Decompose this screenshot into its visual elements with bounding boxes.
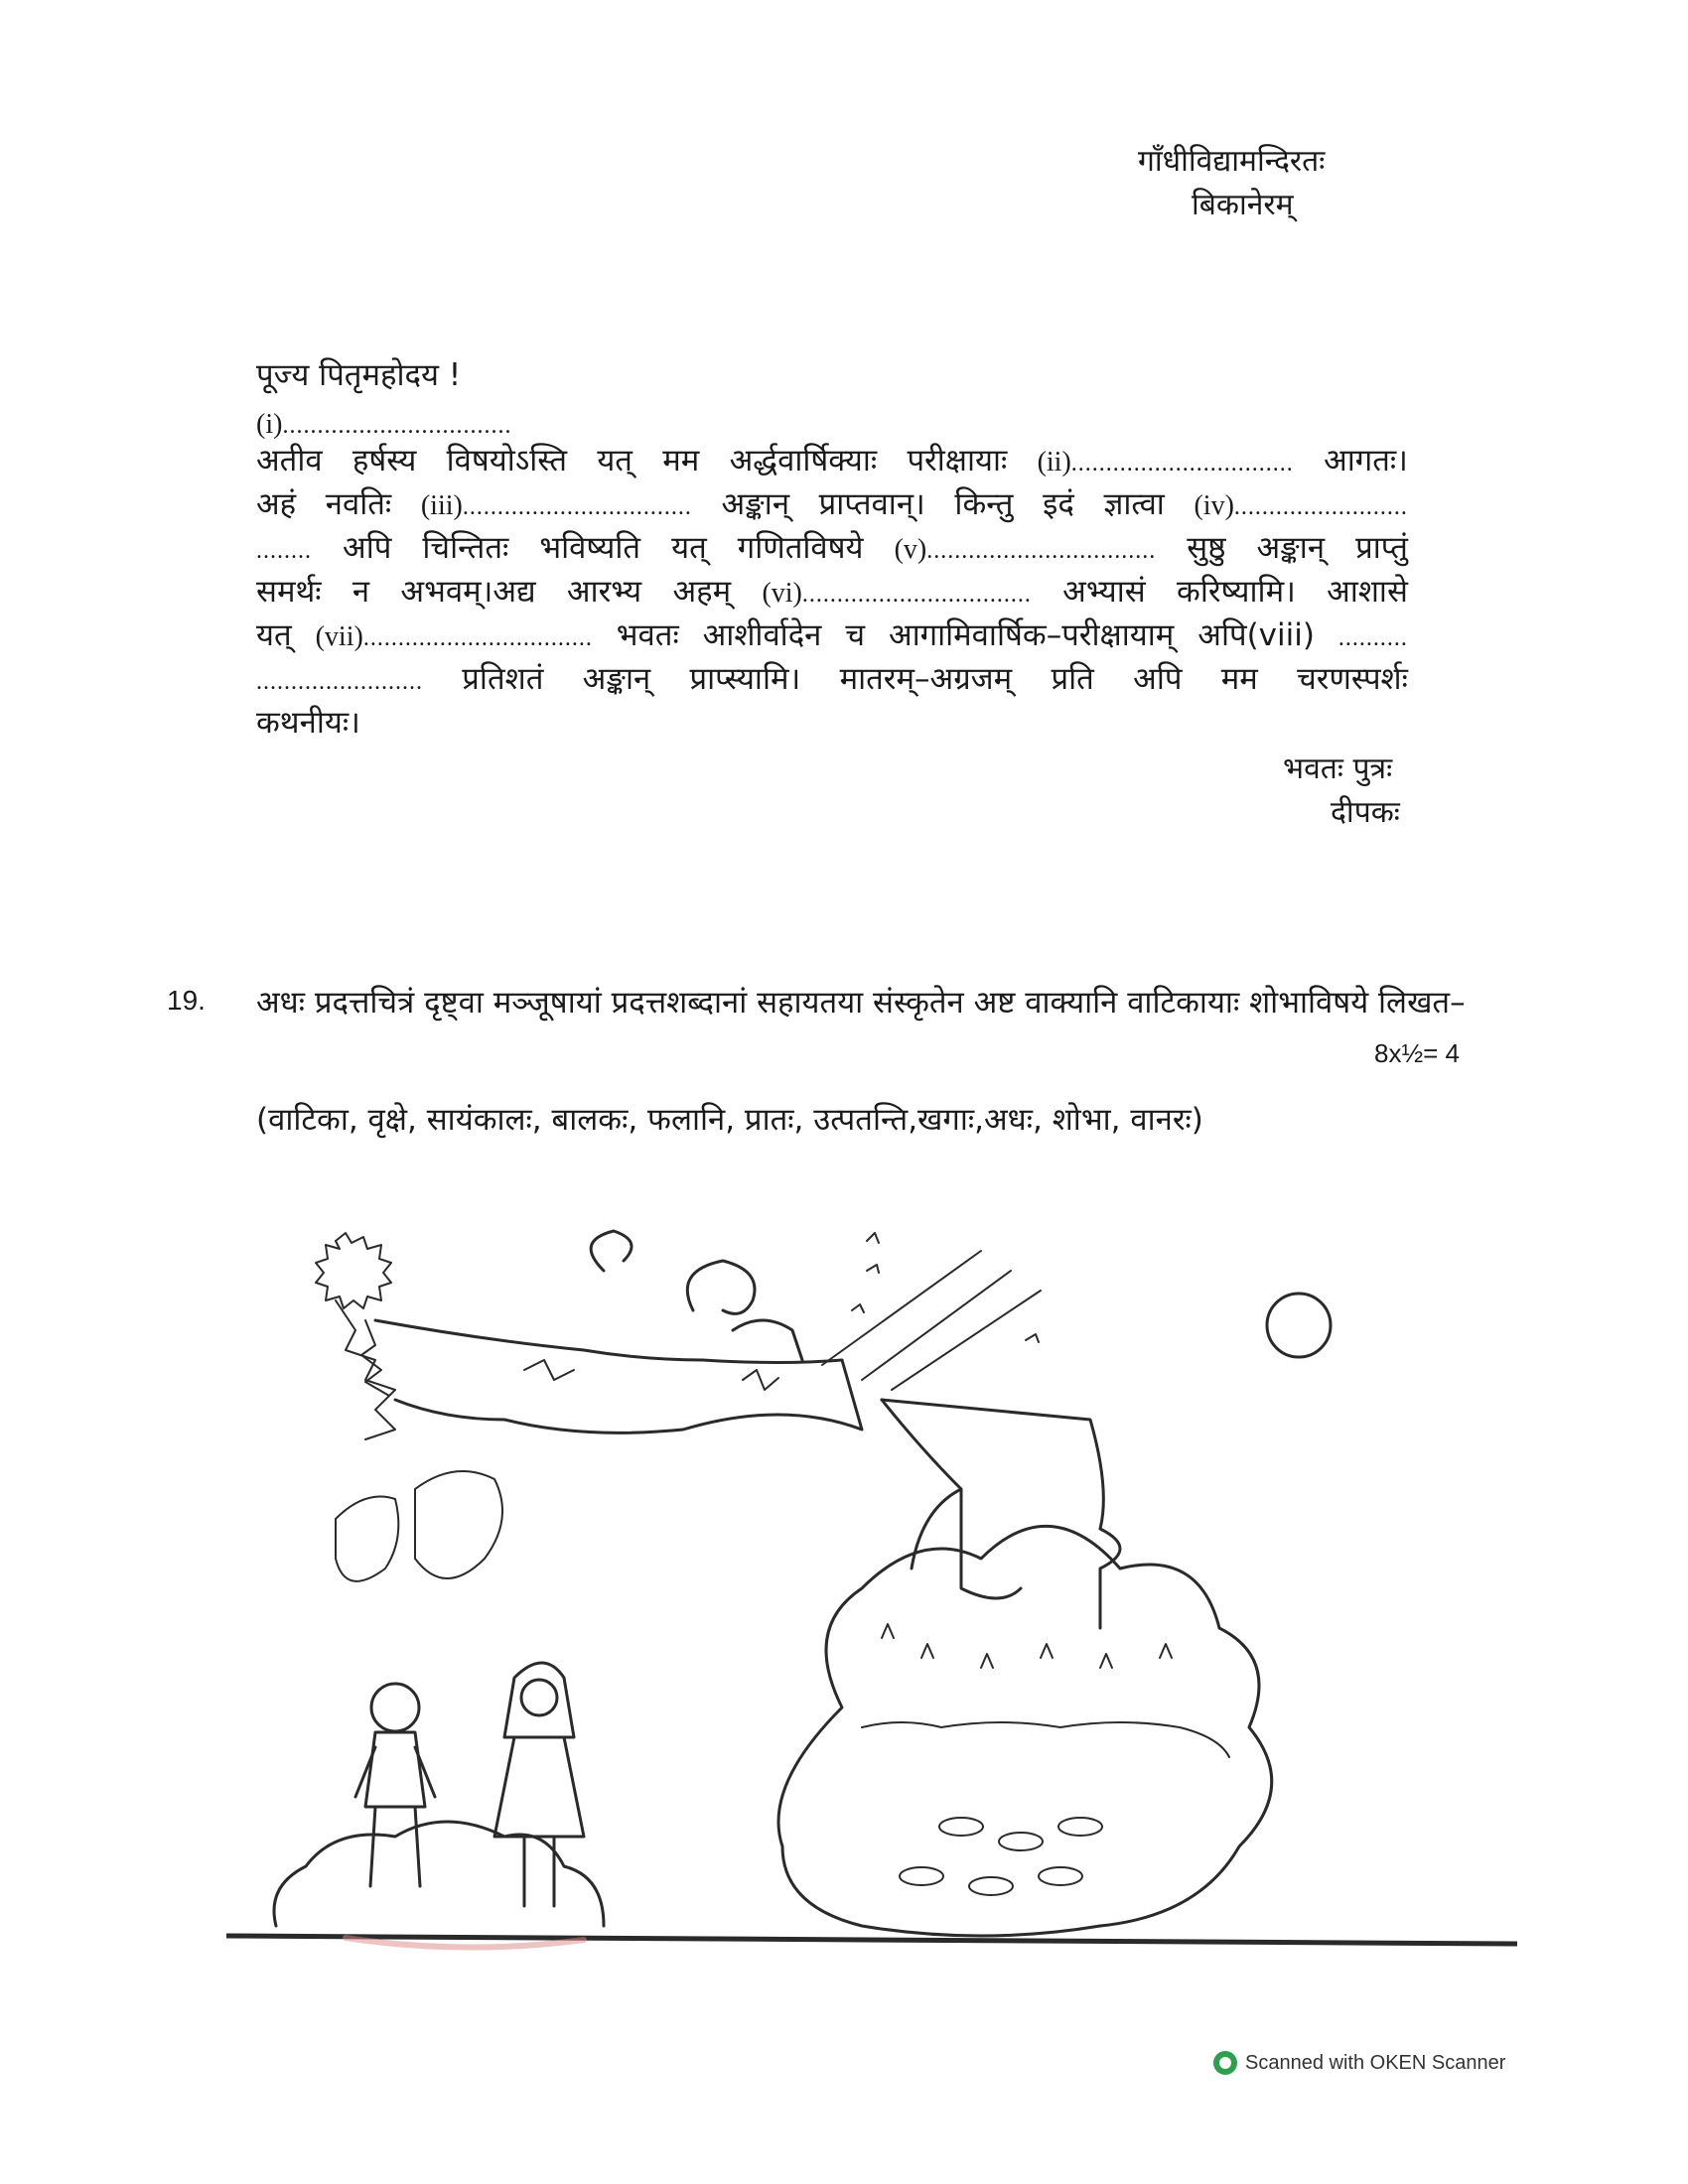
address-line-2: बिकानेरम् <box>1192 188 1294 222</box>
scanner-watermark-text: Scanned with OKEN Scanner <box>1245 2051 1506 2074</box>
sun-rays <box>822 1251 1041 1390</box>
letter-line: ........ अपि चिन्तितः भविष्यति यत् गणितविषये (v)................................. सुष्ठु अङ्कान् प्राप्तुं <box>256 526 1408 570</box>
blank-line: .......... <box>1337 625 1408 651</box>
letter-line: ........................ प्रतिशतं अङ्कान् प्राप्स्यामि। मातरम्–अग्रजम् प्रति अपि मम चरणस्पर्शः <box>256 657 1408 701</box>
salutation: पूज्य पितृमहोदय ! <box>256 357 462 393</box>
house-roof <box>882 1400 1120 1628</box>
blank-line: ................................. <box>362 625 593 651</box>
blank-line: ......................... <box>1233 494 1408 520</box>
blank-line: ........ <box>256 538 312 564</box>
question-number: 19. <box>167 985 206 1016</box>
scanner-watermark <box>1213 2051 1505 2075</box>
letter-line: (i) ................................. <box>256 403 1408 439</box>
signature-line-2: दीपकः <box>1331 795 1400 830</box>
ground-line <box>226 1936 1517 1944</box>
moon-icon <box>1267 1294 1331 1357</box>
blank-line: ................................. <box>462 494 692 520</box>
blank-line: ................................. <box>282 413 512 439</box>
letter-line: कथनीयः। <box>256 705 360 741</box>
bird-icons <box>852 1233 1039 1342</box>
tree-branch <box>375 1320 862 1433</box>
blank-line: ................................ <box>1070 451 1294 477</box>
word-box: (वाटिका, वृक्षे, सायंकालः, बालकः, फलानि, प्रातः, उत्पतन्ति,खगाः,अधः, शोभा, वानरः) <box>256 1102 1203 1138</box>
letter-body <box>256 353 1408 745</box>
letter-line: अतीव हर्षस्य विषयोऽस्ति यत् मम अर्द्धवार्षिक्याः परीक्षायाः (ii)................................ आगतः। <box>256 443 1408 478</box>
salutation-line <box>256 353 1408 403</box>
address-line-1: गाँधीविद्यामन्दिरतः <box>1138 144 1326 179</box>
tree-foliage <box>336 1300 778 1581</box>
scanner-logo-icon <box>1213 2051 1237 2075</box>
question-marks: 8x½= 4 <box>1374 1038 1461 1068</box>
boy-figure <box>355 1684 435 1886</box>
blank-line: ................................. <box>926 538 1157 564</box>
blank-line: ................................. <box>801 582 1032 608</box>
letter-line: अहं नवतिः (iii)................................. अङ्कान् प्राप्तवान्। किन्तु इदं ज्ञात्वा (iv)......................... <box>256 486 1408 522</box>
house-wall-left <box>912 1489 961 1569</box>
garden-bush <box>778 1526 1272 1936</box>
house-wall <box>882 1400 1021 1598</box>
question-text: अधः प्रदत्तचित्रं दृष्ट्वा मञ्जूषायां प्रदत्तशब्दानां सहायतया संस्कृतेन अष्ट वाक्यानि वाटिकायाः शोभाविषये लिखत– <box>256 985 1466 1021</box>
sun-scribble-icon <box>316 1233 391 1308</box>
monkey-icon <box>591 1231 802 1360</box>
garden-illustration <box>226 1191 1517 1966</box>
blank-line: ........................ <box>256 669 423 695</box>
signature-line-1: भवतः पुत्रः <box>1283 751 1393 786</box>
garden-plants <box>882 1624 1172 1668</box>
letter-line: यत् (vii)................................. भवतः आशीर्वादेन च आगामिवार्षिक–परीक्षायाम् अपि(viii) .......... <box>256 614 1408 657</box>
letter-line: समर्थः न अभवम्।अद्य आरभ्य अहम् (vi)................................. अभ्यासं करिष्यामि। आशासे <box>256 574 1408 610</box>
